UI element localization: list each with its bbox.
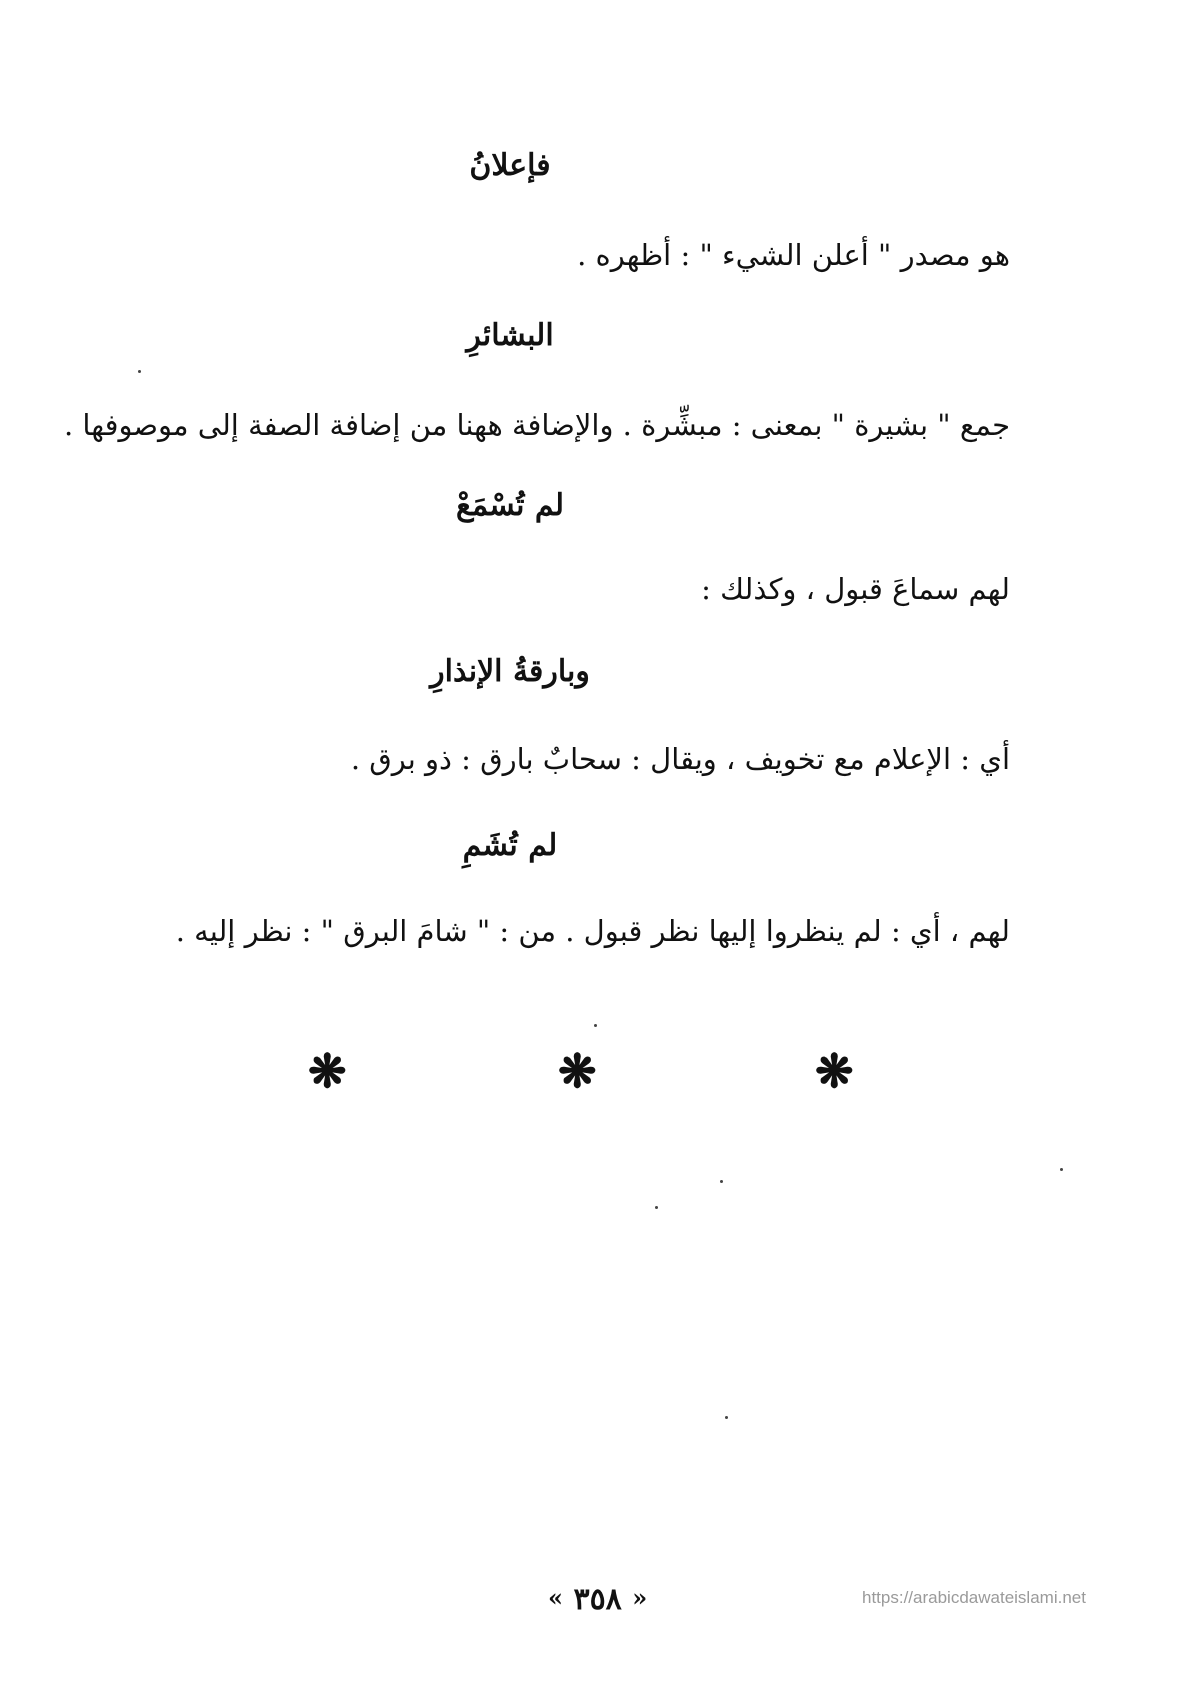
scan-speck: [594, 1024, 597, 1027]
entry-heading-bashaer: البشائرِ: [466, 318, 554, 353]
scan-speck: [725, 1416, 728, 1419]
entry-heading-lam-tusham: لم تُشَمِ: [462, 828, 558, 863]
ornament-star-icon: ❋: [308, 1044, 347, 1098]
entry-text-bariqat: أي : الإعلام مع تخويف ، ويقال : سحابٌ بارق : ذو برق .: [350, 742, 1010, 776]
entry-text-bashaer: جمع " بشيرة " بمعنى : مبشِّرة . والإضافة ههنا من إضافة الصفة إلى موصوفها .: [63, 408, 1010, 442]
scan-speck: [138, 370, 141, 373]
ornament-star-icon: ❋: [815, 1044, 854, 1098]
entry-heading-lam-tusma: لم تُسْمَعْ: [456, 488, 564, 523]
section-divider: [0, 1044, 1200, 1108]
ornament-star-icon: ❋: [558, 1044, 597, 1098]
entry-heading-bariqat: وبارقةُ الإنذارِ: [430, 654, 590, 689]
entry-heading-ilan: فإعلانُ: [469, 148, 551, 183]
entry-text-lam-tusma: لهم سماعَ قبول ، وكذلك :: [701, 572, 1010, 606]
page-number-left-bracket: «: [548, 1583, 563, 1612]
scan-speck: [1060, 1168, 1063, 1171]
page-number: [548, 1582, 647, 1617]
scan-speck: [655, 1206, 658, 1209]
entry-text-ilan: هو مصدر " أعلن الشيء " : أظهره .: [577, 238, 1010, 272]
scan-speck: [720, 1180, 723, 1183]
page-number-value: ٣٥٨: [573, 1582, 622, 1617]
entry-text-lam-tusham: لهم ، أي : لم ينظروا إليها نظر قبول . من : " شامَ البرق " : نظر إليه .: [175, 914, 1010, 948]
watermark-url: https://arabicdawateislami.net: [862, 1588, 1086, 1607]
page-number-right-bracket: »: [632, 1583, 648, 1612]
